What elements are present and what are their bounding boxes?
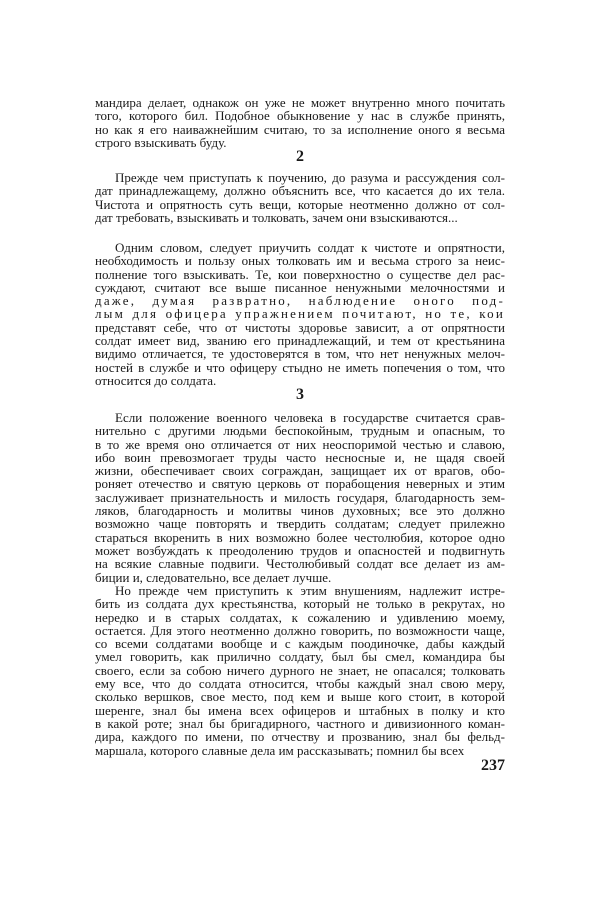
text-line: Если положение военного человека в государстве считается срав- — [115, 410, 505, 425]
text-line: необходимость и пользу оных толковать им и весьма строго за неис- — [95, 253, 505, 269]
text-line: маршала, которого славные дела им рассказывать; помнил бы всех — [95, 742, 465, 758]
section-number-2: 2 — [296, 148, 304, 165]
text-line: солдат имеет вид, званию его принадлежащий, и тем от крестьянина — [95, 333, 505, 349]
paragraph-3 — [95, 241, 505, 387]
text-line: шеренге, знал бы имена всех офицеров и штабных в полку и кто — [95, 702, 505, 718]
text-line: строго взыскивать буду. — [95, 134, 227, 150]
paragraph-1 — [95, 96, 505, 149]
text-line: сколько вершков, свое место, под кем и выше кого стоит, в которой — [95, 689, 505, 705]
text-line: относится до солдата. — [95, 372, 217, 388]
section-number-3: 3 — [296, 386, 304, 403]
text-line: мандира делает, однакож он уже не может внутренно много почитать — [95, 95, 505, 110]
text-line: дат принадлежащему, должно объяснить все, что касается до их тела. — [95, 183, 505, 199]
text-line: на всякие славные подвиги. Честолюбивый солдат все делает из ам- — [95, 556, 505, 572]
text-line: ностей в службе и что офицеру стыдно не иметь попечения о том, что — [95, 359, 505, 375]
text-line: в то же время оно отличается от них неоспоримой честью и славою, — [95, 436, 505, 452]
text-line: суждают, считают все выше писанное ненужными мелочностями и — [95, 279, 505, 295]
text-line: умел говорить, как прилично солдату, был бы смел, командира бы — [95, 649, 505, 665]
text-line: в какой роте; знал бы бригадирного, частного и дивизионного коман- — [95, 715, 505, 731]
text-line: роняет отечество и святую церковь от порабощения неверных и этим — [95, 476, 505, 492]
text-line: видимо отличается, те удостоверятся в том, что нет ненужных мелоч- — [95, 346, 505, 362]
text-line: даже, думая развратно, наблюдение оного под- — [95, 293, 505, 309]
text-line: Но прежде чем приступить к этим внушениям, надлежит истре- — [115, 583, 505, 598]
text-line: остается. Для этого неотменно должно говорить, по возможности чаще, — [95, 622, 505, 638]
text-line: биции и, следовательно, все делает лучше. — [95, 569, 332, 585]
text-line: того, которого бил. Подобное обыкновение у нас в службе принять, — [95, 108, 505, 124]
paragraph-2 — [95, 171, 505, 224]
text-line: жизни, обеспечивает своих сограждан, защищает их от врагов, обо- — [95, 463, 505, 479]
text-line: может возбуждать к преодолению трудов и опасностей и подвигнуть — [95, 542, 505, 558]
paragraph-5 — [95, 584, 505, 757]
text-line: Чистота и опрятность суть вещи, которые неотменно должно от сол- — [95, 196, 505, 212]
paragraph-4 — [95, 411, 505, 584]
text-line: Прежде чем приступать к поучению, до разума и рассуждения сол- — [115, 170, 505, 185]
text-line: стараться вкоренить в них возможно более честолюбия, которое одно — [95, 529, 505, 545]
text-line: лым для офицера упражнением почитают, но те, кои — [95, 306, 505, 322]
text-line: Одним словом, следует приучить солдат к чистоте и опрятности, — [115, 240, 505, 255]
text-line: представят себе, что от чистоты здоровье зависит, а от опрятности — [95, 319, 505, 335]
text-line: нительно с другими людьми беспокойным, трудным и опасным, то — [95, 423, 505, 439]
text-line: дат требовать, взыскивать и толковать, зачем они взыскиваются... — [95, 209, 458, 225]
text-line: заслуживает признательность и милость государя, благодарность зем- — [95, 489, 505, 505]
text-line: дира, каждого по имени, по отчеству и прозванию, знал бы фельд- — [95, 729, 505, 745]
text-line: ему все, что до солдата относится, чтобы каждый знал свою меру, — [95, 676, 505, 692]
text-line: со всеми солдатами вообще и с каждым поодиночке, дабы каждый — [95, 636, 505, 652]
text-line: нередко и в старых солдатах, к сожалению и удивлению моему, — [95, 609, 505, 625]
text-line: бить из солдата дух крестьянства, который не только в рекрутах, но — [95, 596, 505, 612]
text-line: возможно чаще повторять и твердить солдатам; следует прилежно — [95, 516, 505, 532]
text-line: полнение того взыскивать. Те, кои поверхностно о существе дел рас- — [95, 266, 505, 282]
page-number: 237 — [481, 757, 505, 774]
text-line: своего, если за собою ничего дурного не знает, не опасался; толковать — [95, 662, 505, 678]
text-line: ибо воин превозмогает труды часто несносные и, не щадя своей — [95, 449, 505, 465]
text-line: но как я его наиважнейшим считаю, то за исполнение оного я весьма — [95, 121, 505, 137]
text-line: ляков, благодарность и молитвы чинов духовных; все это должно — [95, 503, 505, 519]
